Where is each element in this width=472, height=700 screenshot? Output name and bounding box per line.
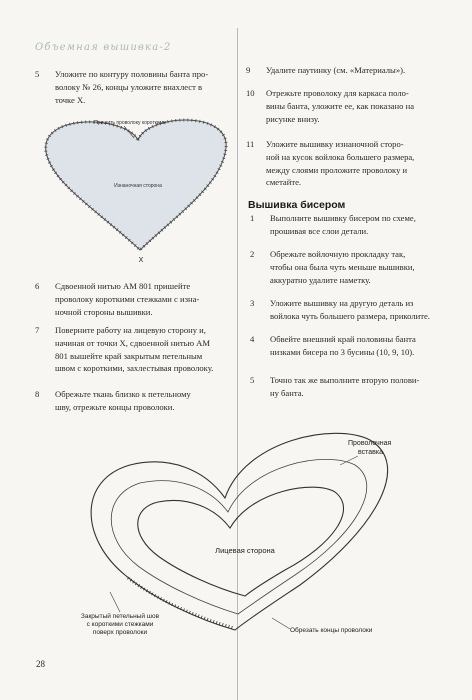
heart-wire-diagram (38, 112, 233, 272)
insert-leader (340, 456, 358, 465)
heart-frame-diagram (40, 420, 440, 650)
step-line: Обрежьте ткань близко к петельному (55, 389, 191, 399)
step-line: шву, отрежьте концы проволоки. (55, 401, 175, 412)
front-side-label: Лицевая сторона (215, 546, 275, 555)
page-number: 28 (36, 659, 45, 669)
top-label: Пришить проволоку короткими (94, 120, 166, 126)
step-line: Поверните работу на лицевую сторону и, (55, 325, 206, 335)
center-label: Изнаночная сторона (114, 183, 162, 189)
step-line: Точно так же выполните вторую полови- (270, 375, 420, 385)
step-line: прошивая все слои детали. (270, 225, 369, 236)
cut-leader (272, 618, 290, 629)
step-line: между слоями проложите проволоку и (266, 164, 408, 175)
step-line: Уложите по контуру половины банта про- (55, 69, 209, 79)
step-line: Удалите паутинку (см. «Материалы»). (266, 65, 406, 75)
step-line: Уложите вышивку на другую деталь из (270, 298, 414, 308)
step-line: Выполните вышивку бисером по схеме, (270, 213, 416, 223)
cut-label: Обрезать концы проволоки (290, 627, 373, 634)
step-number: 4 (250, 334, 255, 344)
stitch-label-3: поверх проволоки (92, 629, 148, 636)
step-line: ночной стороны вышивки. (55, 306, 153, 317)
step-number: 11 (246, 139, 255, 149)
step-number: 5 (35, 69, 40, 79)
step-line: войлока чуть большего размера, приколите. (270, 310, 430, 321)
step-line: низками бисера по 3 бусины (10, 9, 10). (270, 346, 415, 357)
insert-label-2: вставка (358, 449, 383, 456)
step-line: 801 вышейте край закрытым петельным (55, 350, 203, 361)
step-line: ной на кусок войлока большего размера, (266, 151, 415, 162)
step-number: 1 (250, 213, 255, 223)
step-number: 7 (35, 325, 40, 335)
inner-heart (138, 487, 344, 596)
step-line: ну банта. (270, 387, 304, 398)
step-number: 3 (250, 298, 255, 308)
point-x-label: X (138, 257, 144, 264)
step-line: вины банта, уложите ее, как показано на (266, 100, 415, 111)
step-line: Сдвоенной нитью AM 801 пришейте (55, 281, 191, 291)
step-number: 9 (246, 65, 251, 75)
step-line: Обвейте внешний край половины банта (270, 334, 416, 344)
step-number: 2 (250, 249, 255, 259)
step-line: точке X. (55, 94, 86, 105)
page-header: Объемная вышивка-2 (35, 42, 172, 53)
stitch-leader (110, 592, 120, 612)
wire-insert (111, 459, 367, 614)
step-line: начиная от точки X, сдвоенной нитью AM (55, 337, 210, 348)
step-line: Обрежьте войлочную прокладку так, (270, 249, 406, 259)
insert-label: Проволочная (348, 440, 392, 447)
step-line: Отрежьте проволоку для каркаса поло- (266, 88, 409, 98)
step-number: 5 (250, 375, 255, 385)
step-line: аккуратно удалите наметку. (270, 274, 371, 285)
step-line: сметайте. (266, 177, 302, 188)
stitch-label-2: с короткими стежками (86, 621, 154, 628)
stitch-label-1: Закрытый петельный шов (80, 613, 160, 620)
step-line: чтобы она была чуть меньше вышивки, (270, 261, 415, 272)
step-number: 6 (35, 281, 40, 291)
step-line: проволоку короткими стежками с изна- (55, 293, 200, 304)
outer-heart (91, 433, 387, 630)
step-line: волоку № 26, концы уложите внахлест в (55, 81, 203, 92)
step-number: 10 (246, 88, 255, 98)
step-line: швом с короткими, захлестывая проволоку. (55, 363, 214, 374)
step-line: рисунке внизу. (266, 113, 320, 124)
step-number: 8 (35, 389, 40, 399)
step-line: Уложите вышивку изнаночной сторо- (266, 139, 404, 149)
section-title: Вышивка бисером (248, 199, 346, 211)
